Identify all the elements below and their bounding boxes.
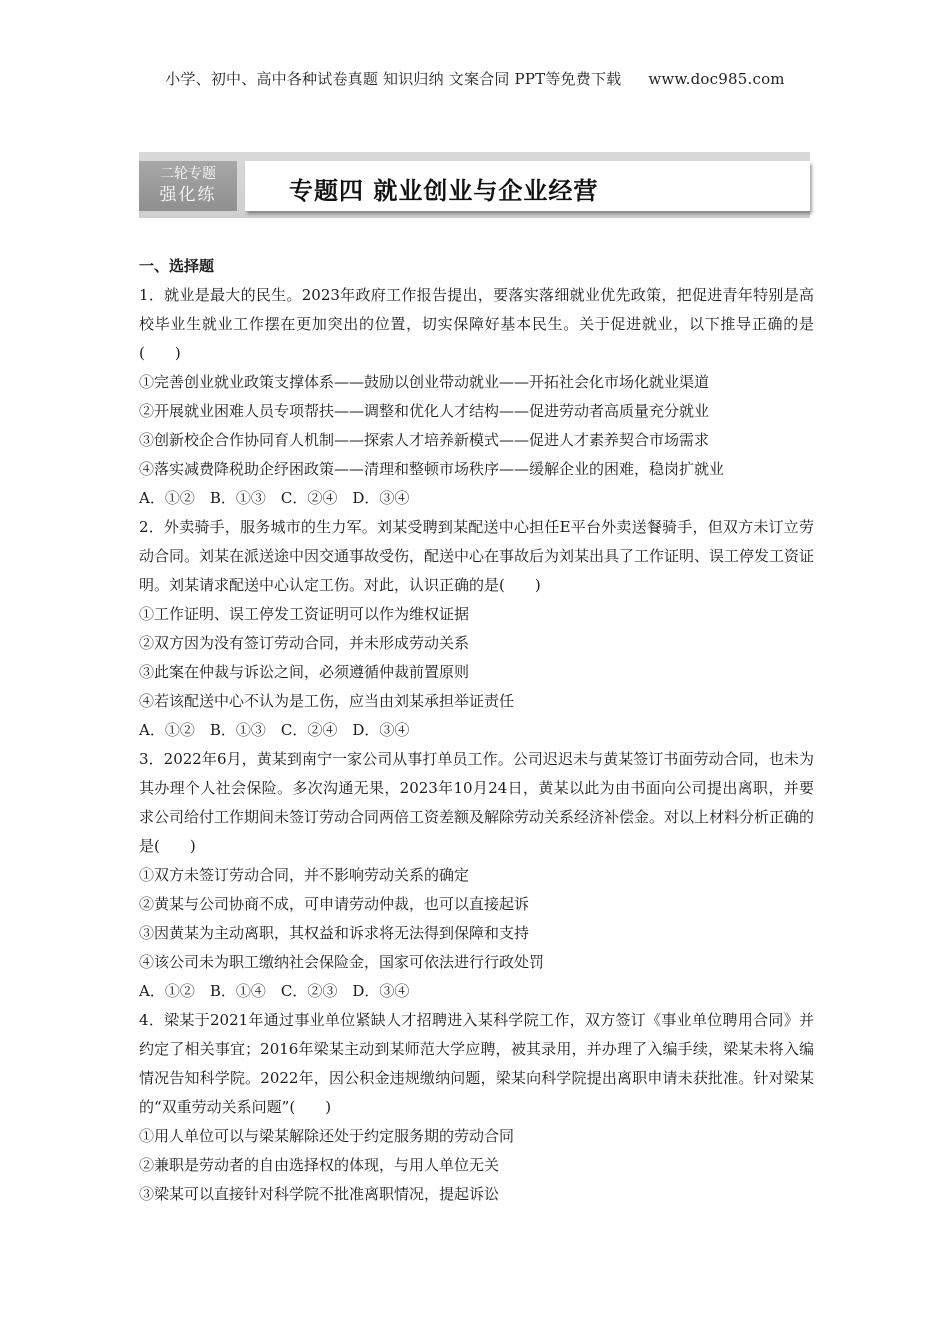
- question-text: 4．梁某于2021年通过事业单位紧缺人才招聘进入某科学院工作，双方签订《事业单位聘用合同》并约定了相关事宜；2016年梁某主动到某师范大学应聘，被其录用，并办理了入编手续，梁某未将入编情况告知科学院。2022年，因公积金违规缴纳问题，梁某向科学院提出离职申请未获批准。针对梁某的“双重劳动关系问题”( ): [139, 1011, 814, 1116]
- question-option: ①工作证明、误工停发工资证明可以作为维权证据: [139, 605, 470, 623]
- question-4: [139, 1006, 814, 1209]
- question-option: ③创新校企合作协同育人机制——探索人才培养新模式——促进人才素养契合市场需求: [139, 431, 710, 449]
- question-option: ③梁某可以直接针对科学院不批准离职情况，提起诉讼: [139, 1185, 500, 1203]
- banner-tag: [139, 161, 237, 211]
- question-1: [139, 281, 814, 513]
- question-option: ②黄某与公司协商不成，可申请劳动仲裁，也可以直接起诉: [139, 895, 530, 913]
- answer-choices: A．①② B．①④ C．②③ D．③④: [139, 982, 410, 1000]
- answer-choices: A．①② B．①③ C．②④ D．③④: [139, 489, 410, 507]
- question-option: ④若该配送中心不认为是工伤，应当由刘某承担举证责任: [139, 692, 515, 710]
- question-option: ①用人单位可以与梁某解除还处于约定服务期的劳动合同: [139, 1127, 515, 1145]
- question-2: [139, 513, 814, 745]
- page-title: 专题四 就业创业与企业经营: [289, 177, 599, 205]
- question-option: ③此案在仲裁与诉讼之间，必须遵循仲裁前置原则: [139, 663, 470, 681]
- question-option: ④该公司未为职工缴纳社会保险金，国家可依法进行行政处罚: [139, 953, 545, 971]
- question-option: ④落实减费降税助企纾困政策——清理和整顿市场秩序——缓解企业的困难，稳岗扩就业: [139, 460, 725, 478]
- question-3: [139, 745, 814, 1006]
- site-url[interactable]: www.doc985.com: [648, 70, 785, 88]
- site-header: [0, 68, 950, 89]
- question-option: ③因黄某为主动离职，其权益和诉求将无法得到保障和支持: [139, 924, 530, 942]
- section-title: 一、选择题: [139, 257, 215, 275]
- answer-choices: A．①② B．①③ C．②④ D．③④: [139, 721, 410, 739]
- question-option: ②兼职是劳动者的自由选择权的体现，与用人单位无关: [139, 1156, 500, 1174]
- banner-tag-line2: 强化练: [159, 185, 217, 205]
- question-option: ①双方未签订劳动合同，并不影响劳动关系的确定: [139, 866, 470, 884]
- question-option: ①完善创业就业政策支撑体系——鼓励以创业带动就业——开拓社会化市场化就业渠道: [139, 373, 710, 391]
- document-body: [139, 252, 814, 1209]
- question-text: 2．外卖骑手，服务城市的生力军。刘某受聘到某配送中心担任E平台外卖送餐骑手，但双方未订立劳动合同。刘某在派送途中因交通事故受伤，配送中心在事故后为刘某出具了工作证明、误工停发工资证明。刘某请求配送中心认定工伤。对此，认识正确的是( ): [139, 518, 815, 594]
- topic-banner: [139, 152, 810, 218]
- site-header-text: 小学、初中、高中各种试卷真题 知识归纳 文案合同 PPT等免费下载: [165, 70, 622, 88]
- question-option: ②双方因为没有签订劳动合同，并未形成劳动关系: [139, 634, 470, 652]
- banner-title-box: [245, 161, 810, 211]
- banner-tag-line1: 二轮专题: [160, 166, 216, 182]
- question-text: 3．2022年6月，黄某到南宁一家公司从事打单员工作。公司迟迟未与黄某签订书面劳动合同，也未为其办理个人社会保险。多次沟通无果，2023年10月24日，黄某以此为由书面向公司提出离职，并要求公司给付工作期间未签订劳动合同两倍工资差额及解除劳动关系经济补偿金。对以上材料分析正确的是( ): [139, 750, 815, 855]
- question-text: 1．就业是最大的民生。2023年政府工作报告提出，要落实落细就业优先政策，把促进青年特别是高校毕业生就业工作摆在更加突出的位置，切实保障好基本民生。关于促进就业，以下推导正确的是( ): [139, 286, 814, 362]
- question-option: ②开展就业困难人员专项帮扶——调整和优化人才结构——促进劳动者高质量充分就业: [139, 402, 710, 420]
